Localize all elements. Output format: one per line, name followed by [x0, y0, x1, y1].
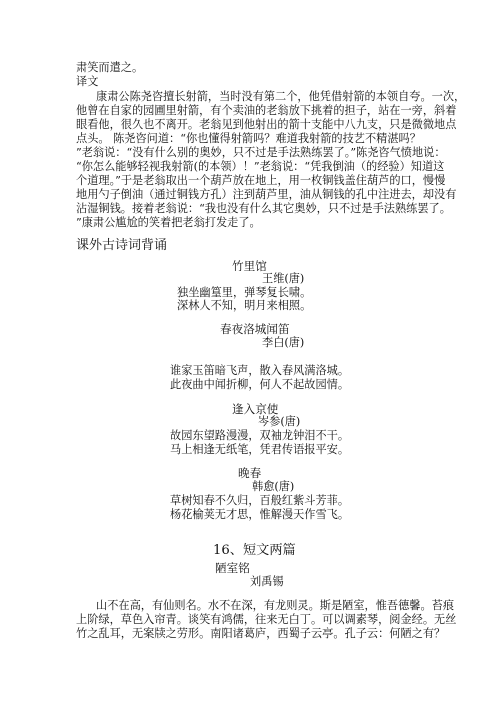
poem-author: 王维(唐)	[262, 272, 305, 285]
section-heading: 课外古诗词背诵	[76, 238, 168, 253]
poem-line: 谁家玉笛暗飞声，散入春风满洛城。	[170, 364, 350, 377]
poem-title: 春夜洛城闻笛	[220, 322, 290, 336]
essay-line: 上阶绿，草色入帘青。谈笑有鸿儒，往来无白丁。可以调素琴，阅金经。无丝	[76, 613, 457, 626]
translation-line: 他曾在自家的园圃里射箭，有个卖油的老翁放下挑着的担子，站在一旁，斜着	[76, 104, 457, 117]
translation-line: ”康肃公尴尬的笑着把老翁打发走了。	[76, 216, 261, 229]
poem-title: 逢入京使	[232, 402, 279, 416]
poem-line: 深林人不知，明月来相照。	[177, 299, 312, 312]
essay-title: 陋室铭	[215, 561, 250, 575]
poem-line: 马上相逢无纸笔，凭君传语报平安。	[170, 443, 350, 456]
translation-line: 康肃公陈尧咨擅长射箭，当时没有第二个，他凭借射箭的本领自夸。一次，	[96, 90, 466, 103]
poem-line: 独坐幽篁里，弹琴复长啸。	[177, 286, 312, 299]
poem-line: 杨花榆荚无才思，惟解漫天作雪飞。	[170, 508, 350, 521]
essay-line: 竹之乱耳，无案牍之劳形。南阳诸葛庐，西蜀子云亭。孔子云：何陋之有？	[76, 627, 446, 640]
intro-tail: 肃笑而遣之。	[76, 61, 144, 74]
poem-line: 草树知春不久归，百般红紫斗芳菲。	[170, 494, 350, 507]
poem-line: 此夜曲中闻折柳，何人不起故园情。	[170, 378, 350, 391]
chapter-heading: 16、短文两篇	[213, 543, 296, 558]
translation-line: 地用勺子倒油（通过铜钱方孔）注到葫芦里，油从铜钱的孔中注进去，却没有	[76, 188, 457, 201]
translation-line: 个道理。”于是老翁取出一个葫芦放在地上，用一枚铜钱盖住葫芦的口，慢慢	[76, 174, 446, 187]
translation-label: 译文	[76, 75, 99, 88]
poem-title: 晚春	[238, 466, 262, 480]
poem-title: 竹里馆	[232, 259, 267, 273]
poem-author: 李白(唐)	[262, 336, 305, 349]
translation-line: ”老翁说：“没有什么别的奥妙，只不过是手法熟练罢了。”陈尧咨气愤地说：	[76, 146, 446, 159]
translation-line: 眼看他，很久也不离开。老翁见到他射出的箭十支能中八九支，只是微微地点	[76, 118, 457, 131]
essay-author: 刘禹锡	[250, 575, 284, 588]
translation-line: 点头。 陈尧咨问道：“你也懂得射箭吗？难道我射箭的技艺不精湛吗？	[76, 132, 421, 145]
translation-line: 沾湿铜钱。接着老翁说：“我也没有什么其它奥妙，只不过是手法熟练罢了。	[76, 202, 451, 215]
translation-line: “你怎么能够轻视我射箭(的本领）！”老翁说：“凭我倒油（的经验）知道这	[76, 160, 445, 173]
essay-line: 山不在高，有仙则名。水不在深，有龙则灵。斯是陋室，惟吾德馨。苔痕	[96, 599, 455, 612]
poem-author: 韩愈(唐)	[252, 480, 295, 493]
poem-author: 岑参(唐)	[258, 415, 301, 428]
poem-line: 故园东望路漫漫，双袖龙钟泪不干。	[170, 429, 350, 442]
